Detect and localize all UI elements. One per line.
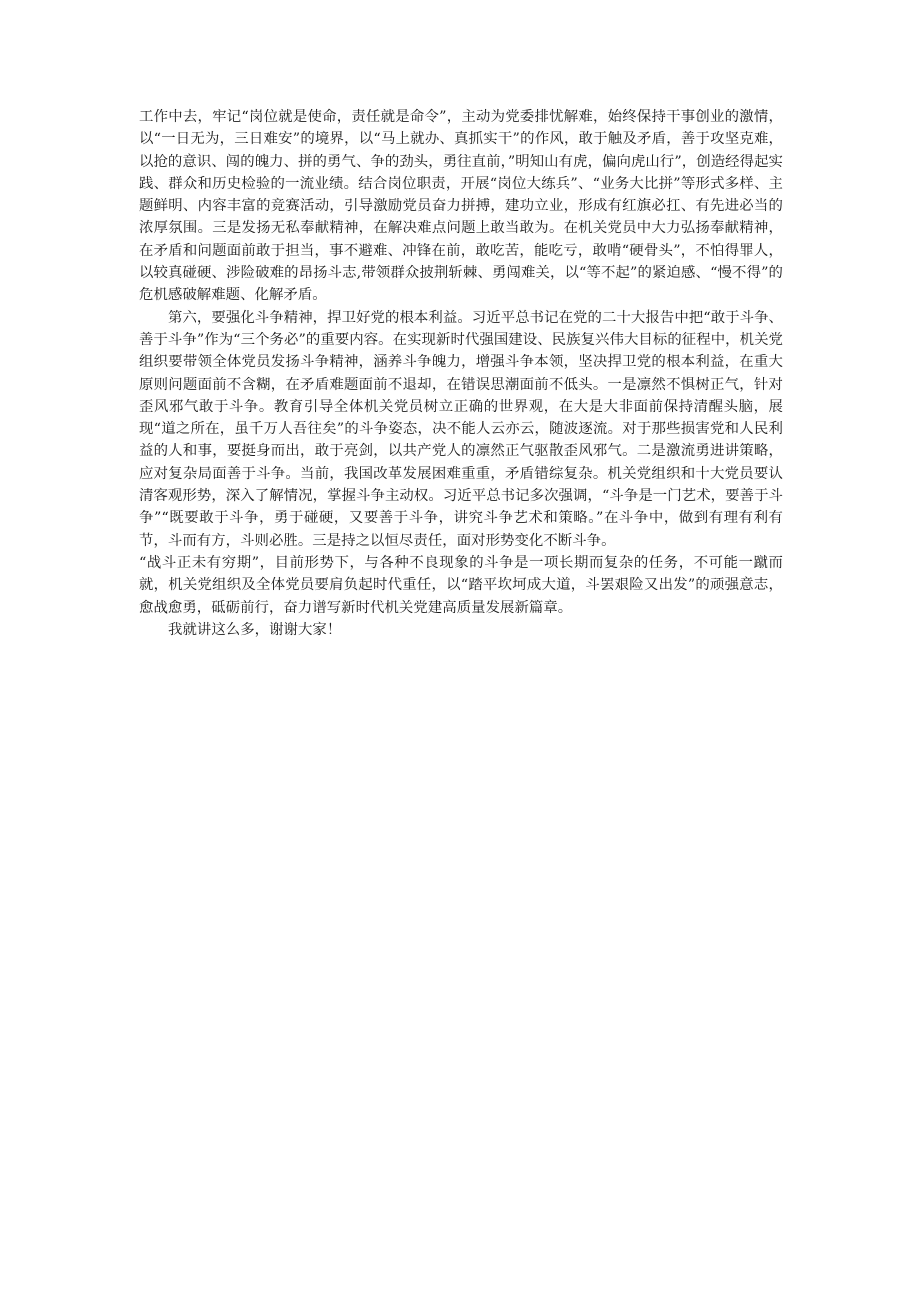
document-body (139, 106, 783, 641)
paragraph-sixth-point: 第六，要强化斗争精神，捍卫好党的根本利益。习近平总书记在党的二十大报告中把“敢于斗争、善于斗争”作为“三个务必”的重要内容。在实现新时代强国建设、民族复兴伟大目标的征程中，机关党组织要带领全体党员发扬斗争精神，涵养斗争魄力，增强斗争本领，坚决捍卫党的根本利益，在重大原则问题面前不含糊，在矛盾难题面前不退却，在错误思潮面前不低头。一是凛然不惧树正气，针对歪风邪气敢于斗争。教育引导全体机关党员树立正确的世界观，在大是大非面前保持清醒头脑，展现“道之所在，虽千万人吾往矣”的斗争姿态，决不能人云亦云，随波逐流。对于那些损害党和人民利益的人和事，要挺身而出，敢于亮剑，以共产党人的凛然正气驱散歪风邪气。二是激流勇进讲策略，应对复杂局面善于斗争。当前，我国改革发展困难重重，矛盾错综复杂。机关党组织和十大党员要认清客观形势，深入了解情况，掌握斗争主动权。习近平总书记多次强调，“斗争是一门艺术，要善于斗争”“既要敢于斗争，勇于碰硬，又要善于斗争，讲究斗争艺术和策略。”在斗争中，做到有理有利有节，斗而有方，斗则必胜。三是持之以恒尽责任，面对形势变化不断斗争。 (139, 309, 783, 549)
paragraph-closing: 我就讲这么多，谢谢大家！ (168, 621, 342, 638)
paragraph-continuation: 工作中去，牢记“岗位就是使命，责任就是命令”，主动为党委排忧解难，始终保持干事创业的激情，以“一日无为，三日难安”的境界，以“马上就办、真抓实干”的作风，敢于触及矛盾，善于攻坚克难，以抢的意识、闯的魄力、拼的勇气、争的劲头，勇往直前，”明知山有虎，偏向虎山行”，创造经得起实践、群众和历史检验的一流业绩。结合岗位职责，开展“岗位大练兵”、“业务大比拼”等形式多样、主题鲜明、内容丰富的竞赛活动，引导激励党员奋力拼搏，建功立业，形成有红旗必扛、有先进必当的浓厚氛围。三是发扬无私奉献精神，在解决难点问题上敢当敢为。在机关党员中大力弘扬奉献精神，在矛盾和问题面前敢于担当，事不避难、冲锋在前，敢吃苦，能吃亏，敢啃“硬骨头”，不怕得罪人，以较真碰硬、涉险破难的昂扬斗志,带领群众披荆斩棘、勇闯难关，以“等不起”的紧迫感、“慢不得”的危机感破解难题、化解矛盾。 (139, 109, 783, 304)
paragraph-struggle-quote: “战斗正未有穷期”，目前形势下，与各种不良现象的斗争是一项长期而复杂的任务，不可能一蹴而就，机关党组织及全体党员要肩负起时代重任，以“踏平坎坷成大道，斗罢艰险又出发”的顽强意志，愈战愈勇，砥砺前行，奋力谱写新时代机关党建高质量发展新篇章。 (139, 554, 783, 616)
